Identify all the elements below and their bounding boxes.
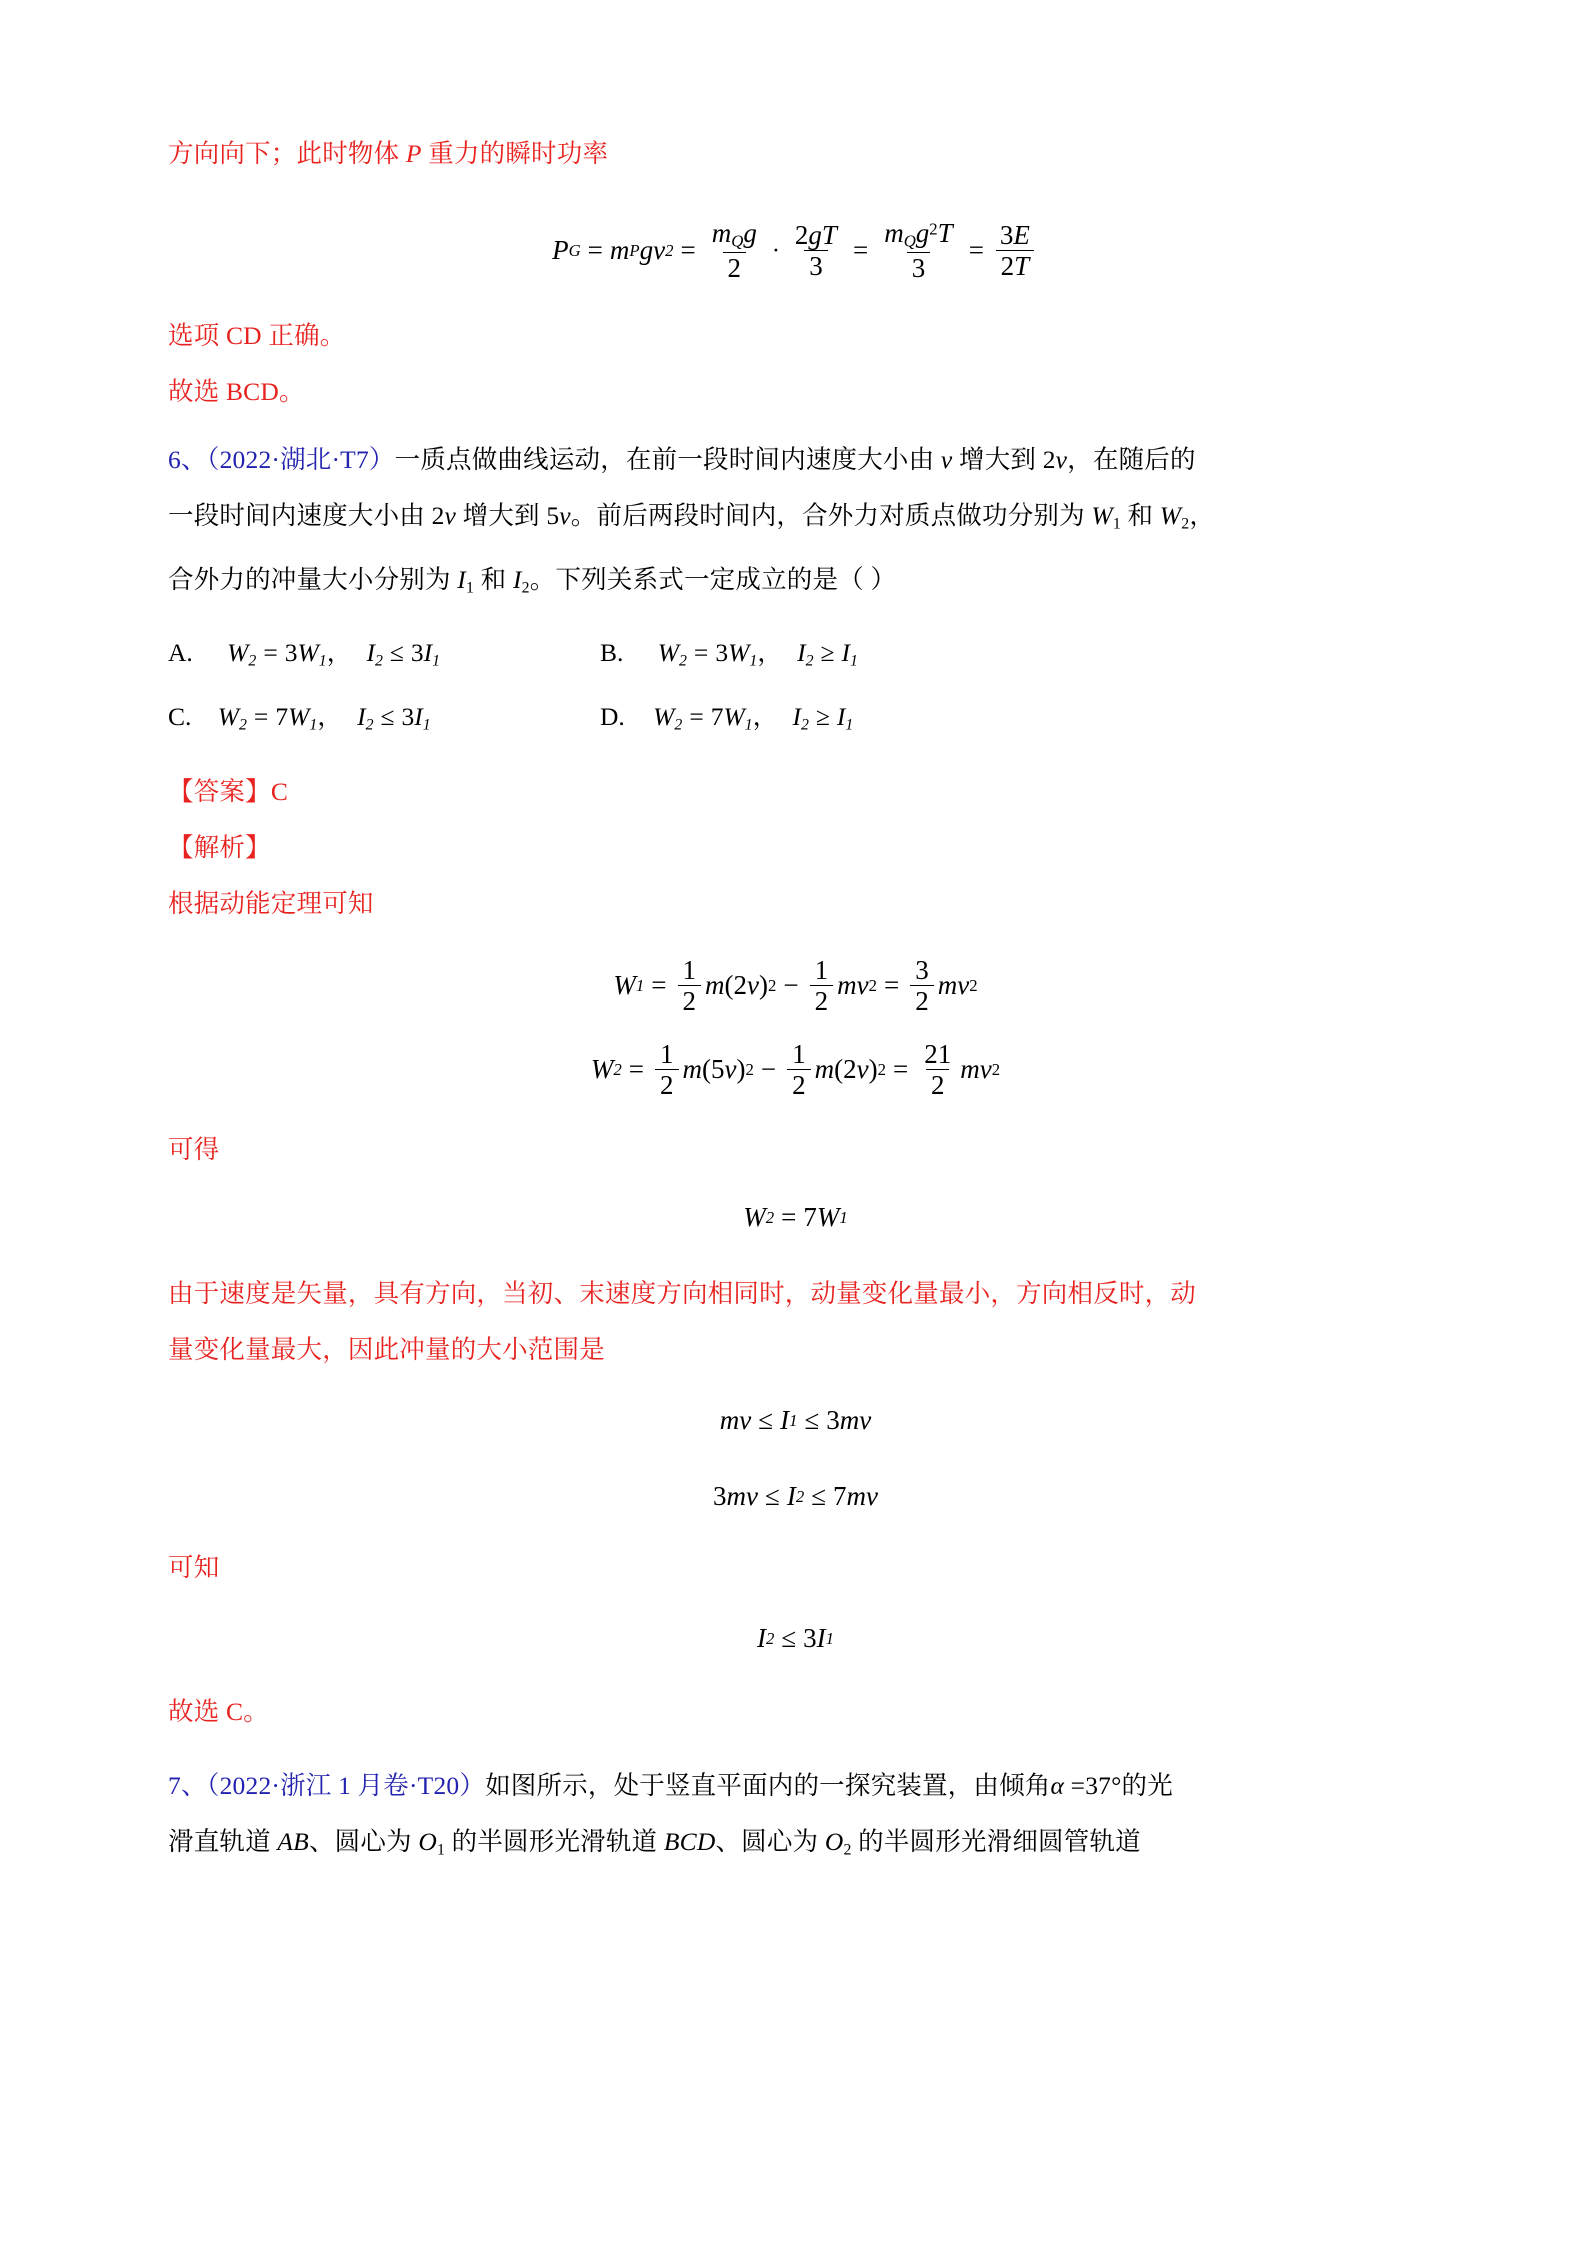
pg-lhs: P (552, 235, 569, 266)
formula-w1: W 1 = $\frac{1}{2}$ m (2 v ) 2 − $\frac{1}{2}$ mv 2 = $\frac{3}{2}$ mv 2 (613, 954, 978, 1017)
line-option-cd: 选项 CD 正确。 (168, 321, 346, 350)
optC-w: W (217, 702, 240, 732)
q6-l1-v2: v (1055, 445, 1068, 474)
option-C[interactable]: C. $W_2 = 7W_1$， $I_2 \le 3I_1$ (168, 702, 431, 734)
q7-l2b: 、圆心为 (308, 1826, 419, 1856)
optC-wsub: 2 (239, 716, 247, 734)
q6-l2c: 。前后两段时间内，合外力对质点做功分别为 (570, 501, 1092, 530)
q7-l2a: 滑直轨道 (168, 1826, 278, 1856)
pg-frac1-m: m (711, 218, 732, 249)
q7-l2c: 的半圆形光滑轨道 (445, 1826, 664, 1856)
q6-l3-i2: I (512, 565, 522, 595)
pg-frac1 (707, 219, 762, 282)
w2-lhs: W (590, 1054, 614, 1085)
q6-l1a: 一质点做曲线运动，在前一段时间内速度大小由 (394, 445, 941, 474)
q7-l1b: =37°的光 (1064, 1770, 1173, 1800)
pg-frac3-exp: 2 (929, 219, 938, 239)
optA-icoef: 3 (410, 637, 424, 667)
q7-o1sub: 1 (436, 1841, 446, 1859)
question7-stem-line2 (168, 1814, 1423, 1878)
q6-l2-w2sub: 2 (1181, 515, 1190, 533)
optD-w: W (653, 702, 675, 732)
pg-frac2 (790, 221, 842, 281)
q6-l3-i1: I (457, 565, 466, 595)
reason-line-2: 量变化量最大，因此冲量的大小范围是 (168, 1334, 605, 1364)
optC-icoef: 3 (401, 702, 415, 732)
optD-wr: W (723, 702, 745, 732)
question6-conclusion: 故选 C。 (168, 1696, 269, 1726)
formula-pg: P G = m P g v 2 = $\frac{m_Qg}{2}$ · $\frac{2gT}{3}$ = $\frac{m_Qg^2T}{3}$ = $\frac{3E}{2T}$ (168, 208, 1423, 294)
optC-irsub: 1 (422, 716, 431, 734)
pg-v-sub: 2 (665, 240, 674, 260)
line-kezhi: 可知 (168, 1552, 220, 1582)
q6-l2d: 和 (1120, 501, 1160, 530)
q6-l2-w2: W (1159, 501, 1182, 530)
answer-label: 【答案】 (168, 776, 271, 806)
w2-lhs-sub: 2 (613, 1059, 622, 1079)
pg-g: g (639, 235, 654, 266)
q6-l1c: ，在随后的 (1067, 445, 1196, 474)
optD-wcoef: 7 (710, 702, 724, 732)
optA-w: W (227, 637, 249, 667)
optA-wsub: 2 (248, 652, 257, 670)
optC-i: I (357, 702, 366, 732)
w2e-coef: 7 (803, 1202, 817, 1233)
optA-irsub: 1 (432, 652, 441, 670)
pg-frac1-g: g (743, 218, 757, 249)
q7-l2e: 的半圆形光滑细圆管轨道 (851, 1826, 1141, 1856)
optA-wr: W (297, 637, 319, 667)
w2e-rhs-sub: 1 (839, 1207, 848, 1227)
optD-i: I (792, 702, 802, 732)
optB-rel: ≥ (820, 637, 835, 667)
q6-l3-i1sub: 1 (465, 579, 475, 597)
option-B[interactable]: B. $W_2 = 3W_1$， $I_2 \ge I_1$ (600, 637, 858, 670)
question6-source: 6、（2022·湖北·T7） (168, 445, 395, 474)
q6-l2-w1: W (1091, 501, 1113, 530)
optB-ir: I (841, 637, 851, 667)
pg-m: m (609, 235, 630, 266)
optD-irsub: 1 (845, 716, 854, 734)
question6-answer (168, 764, 1423, 820)
q7-bcd: BCD (663, 1826, 716, 1856)
line-direction-down (168, 126, 1423, 182)
option-A[interactable]: A. $W_2 = 3W_1$， $I_2 \le 3I_1$ (168, 637, 441, 670)
optA-wrsub: 1 (318, 652, 327, 670)
answer-value: C (270, 776, 289, 806)
optB-irsub: 1 (850, 652, 858, 670)
optC-wrsub: 1 (309, 716, 318, 734)
question6-analysis-label: 【解析】 (168, 832, 271, 862)
q7-o1: O (418, 1826, 437, 1856)
optB-w: W (657, 637, 680, 667)
question6-stem-line3 (168, 552, 1423, 616)
line-keda: 可得 (168, 1134, 220, 1164)
pg-frac4-dt: T (1014, 251, 1030, 282)
option-D-label: D. (600, 702, 625, 732)
formula-i2-le-3i1: I 2 ≤ 3 I 1 (756, 1623, 835, 1654)
pg-v: v (653, 235, 666, 266)
q7-o2sub: 2 (843, 1841, 852, 1859)
optB-wsub: 2 (679, 652, 687, 670)
optD-ir: I (836, 702, 846, 732)
formula-w2: W 2 = $\frac{1}{2}$ m (5 v ) 2 − $\frac{1}{2}$ m (2 v ) 2 = $\frac{21}{2}$ mv 2 (590, 1038, 1001, 1101)
text-direction-down-b: 重力的瞬时功率 (421, 139, 609, 168)
question6-stem-line1 (168, 432, 1423, 488)
formula-i1-range: mv ≤ I 1 ≤ 3 mv (719, 1405, 872, 1436)
optA-ir: I (423, 637, 433, 667)
pg-frac4-dn: 2 (1000, 251, 1015, 282)
optC-ir: I (414, 702, 423, 732)
q6-l1b: 增大到 2 (952, 445, 1056, 474)
w2e-lhs-sub: 2 (765, 1207, 775, 1227)
text-direction-down-a: 方向向下；此时物体 (168, 139, 406, 168)
q6-l3-i2sub: 2 (521, 579, 530, 597)
q7-ab: AB (277, 1826, 309, 1856)
w1-lhs: W (613, 970, 636, 1001)
q6-l2-w1sub: 1 (1112, 515, 1121, 533)
pg-frac2-n: 2 (794, 219, 809, 250)
pg-frac2-den: 3 (804, 250, 828, 281)
optD-wrsub: 1 (744, 716, 753, 734)
pg-frac3-g: g (915, 218, 930, 249)
document-body (168, 126, 1423, 1878)
q6-l3b: 和 (474, 565, 513, 595)
pg-frac2-t: T (821, 219, 837, 250)
pg-frac4-e: E (1013, 219, 1030, 250)
q6-l2a: 一段时间内速度大小由 2 (168, 501, 445, 530)
pg-frac4-n: 3 (999, 219, 1014, 250)
optC-rel: ≤ (380, 702, 395, 732)
pg-frac4 (995, 221, 1035, 281)
optB-wrsub: 1 (749, 652, 758, 670)
w2e-lhs: W (743, 1202, 766, 1233)
pg-frac3-t: T (937, 218, 953, 249)
q7-alpha: α (1050, 1770, 1065, 1800)
option-C-label: C. (168, 702, 192, 732)
option-A-label: A. (168, 637, 193, 667)
q7-l2d: 、圆心为 (715, 1826, 825, 1856)
question6-analysis-intro: 根据动能定理可知 (168, 888, 374, 918)
formula-i2-range: 3 mv ≤ I 2 ≤ 7 mv (713, 1481, 878, 1512)
question7-stem-line1 (168, 1758, 1423, 1814)
q6-l2-v: v (444, 501, 457, 530)
optA-wcoef: 3 (284, 637, 298, 667)
pg-frac3-m: m (884, 218, 904, 249)
optD-isub: 2 (801, 716, 809, 734)
pg-frac2-g: g (808, 219, 822, 250)
pg-frac3-msub: Q (903, 232, 916, 252)
optA-isub: 2 (375, 652, 383, 670)
optB-isub: 2 (805, 652, 814, 670)
question6-options-row-cd (168, 689, 1423, 753)
w1-lhs-sub: 1 (635, 975, 645, 995)
pg-frac3-den: 3 (907, 252, 931, 283)
optC-wcoef: 7 (275, 702, 289, 732)
optB-i: I (797, 637, 806, 667)
optA-rel: ≤ (389, 637, 404, 667)
optC-wr: W (288, 702, 310, 732)
pg-lhs-sub: G (568, 240, 581, 260)
question7-source: 7、（2022·浙江 1 月卷·T20） (168, 1770, 486, 1800)
question6-stem-line2 (168, 488, 1423, 552)
q6-l2b: 增大到 5 (456, 501, 560, 530)
option-D[interactable]: D. $W_2 = 7W_1$， $I_2 \ge I_1$ (600, 702, 854, 734)
var-P: P (405, 139, 422, 168)
optD-rel: ≥ (815, 702, 830, 732)
q6-l3a: 合外力的冲量大小分别为 (168, 565, 458, 595)
optB-wcoef: 3 (715, 637, 729, 667)
q7-l1a: 如图所示，处于竖直平面内的一探究装置，由倾角 (485, 1770, 1051, 1800)
formula-w2-eq-7w1: W 2 = 7 W 1 (743, 1202, 848, 1233)
pg-frac3 (879, 219, 958, 282)
optC-isub: 2 (365, 716, 374, 734)
q6-l2e: ， (1189, 501, 1216, 530)
reason-line-1: 由于速度是矢量，具有方向，当初、末速度方向相同时，动量变化量最小，方向相反时，动 (168, 1278, 1197, 1308)
q7-o2: O (824, 1826, 844, 1856)
pg-frac1-msub: Q (731, 232, 744, 252)
optB-wr: W (728, 637, 750, 667)
q6-l2-v2: v (559, 501, 571, 530)
line-choose-bcd: 故选 BCD。 (168, 377, 305, 406)
optD-wsub: 2 (674, 716, 683, 734)
q6-l3c: 。下列关系式一定成立的是（ ） (529, 565, 897, 595)
w2e-rhs: W (816, 1202, 840, 1233)
pg-frac1-den: 2 (723, 252, 747, 283)
question6-options-row-ab (168, 625, 1423, 689)
optA-i: I (366, 637, 376, 667)
option-B-label: B. (600, 637, 624, 667)
pg-m-sub: P (629, 240, 640, 260)
q6-l1-v: v (940, 445, 953, 474)
